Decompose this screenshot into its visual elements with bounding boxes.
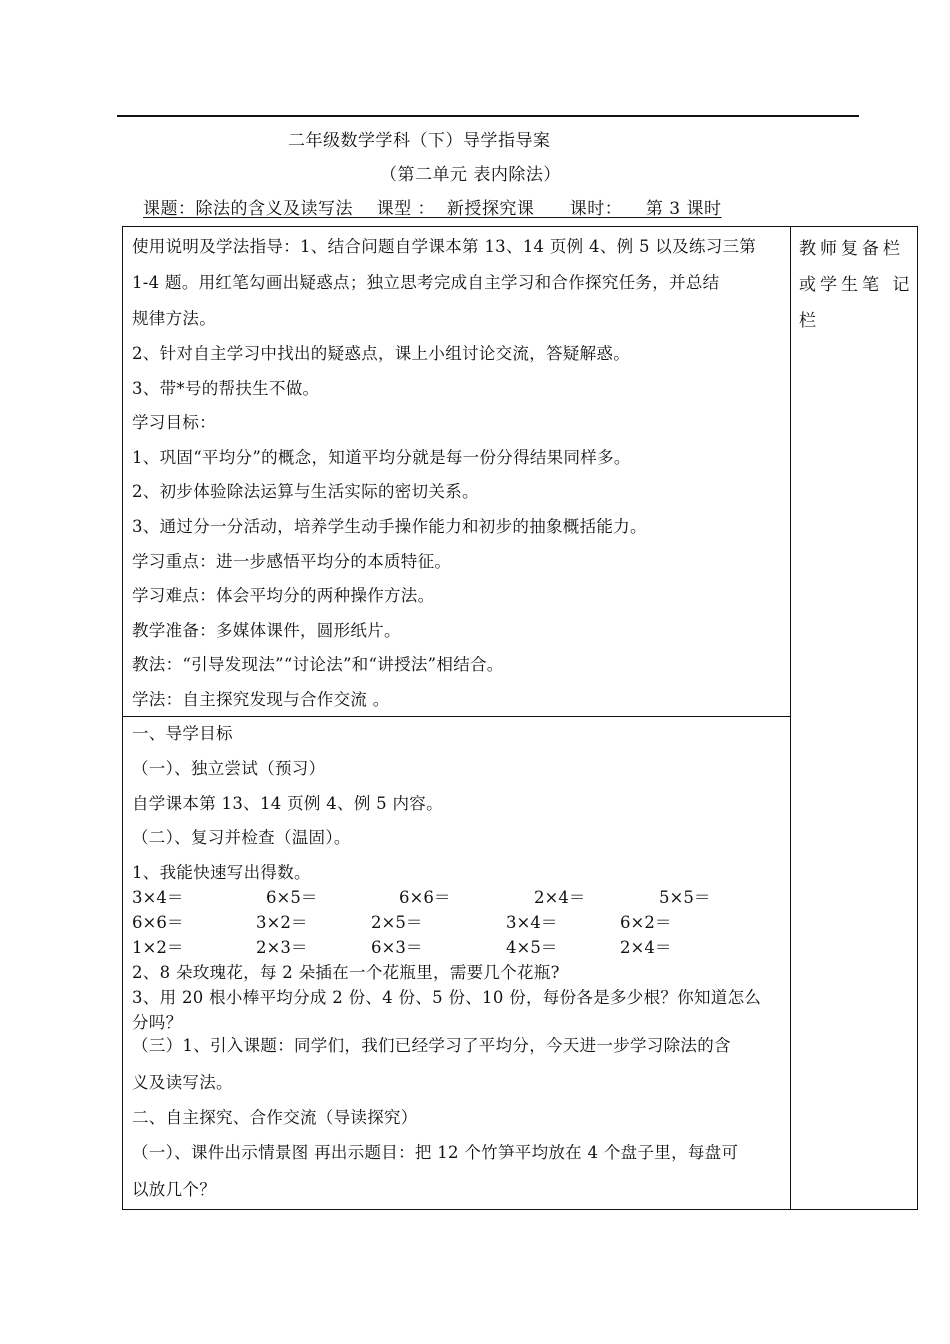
calc-cell: 4×5＝ bbox=[506, 938, 558, 957]
instructions-line-5: 3、带*号的帮扶生不做。 bbox=[132, 379, 320, 398]
section-1-heading: 一、导学目标 bbox=[132, 724, 233, 743]
top-rule bbox=[117, 115, 859, 117]
calc-cell: 6×3＝ bbox=[371, 938, 423, 957]
calc-cell: 6×2＝ bbox=[620, 913, 672, 932]
notes-heading-line-1: 教师复备栏 bbox=[799, 239, 904, 259]
notes-heading-line-3: 栏 bbox=[799, 311, 820, 331]
calc-cell: 3×4＝ bbox=[506, 913, 558, 932]
explore-line-1: （一）、课件出示情景图 再出示题目：把 12 个竹笋平均放在 4 个盘子里，每盘可 bbox=[132, 1143, 739, 1162]
notes-heading-line-2: 或学生笔 记 bbox=[799, 275, 914, 295]
subsection-2: （二）、复习并检查（温固）。 bbox=[132, 828, 351, 847]
question-3-line-2: 分吗？ bbox=[132, 1013, 183, 1032]
instructions-line-2: 1-4 题。用红笔勾画出疑惑点；独立思考完成自主学习和合作探究任务，并总结 bbox=[132, 273, 720, 292]
unit-subtitle: （第二单元 表内除法） bbox=[380, 165, 561, 185]
calc-cell: 6×6＝ bbox=[132, 913, 184, 932]
calc-cell: 2×4＝ bbox=[620, 938, 672, 957]
calc-cell: 6×6＝ bbox=[399, 888, 451, 907]
difficulty: 学习难点：体会平均分的两种操作方法。 bbox=[132, 586, 435, 605]
calc-cell: 1×2＝ bbox=[132, 938, 184, 957]
calc-cell: 5×5＝ bbox=[659, 888, 711, 907]
explore-line-2: 以放几个？ bbox=[132, 1180, 216, 1199]
instructions-line-4: 2、针对自主学习中找出的疑惑点，课上小组讨论交流，答疑解惑。 bbox=[132, 344, 630, 363]
teaching-method: 教法：“引导发现法”“讨论法”和“讲授法”相结合。 bbox=[132, 655, 504, 674]
subsection-3-line-2: 义及读写法。 bbox=[132, 1073, 233, 1092]
calc-cell: 2×5＝ bbox=[371, 913, 423, 932]
lesson-info-line: 课题：除法的含义及读写法 课型 ： 新授探究课 课时： 第 3 课时 bbox=[143, 199, 722, 219]
key-point: 学习重点：进一步感悟平均分的本质特征。 bbox=[132, 552, 452, 571]
calc-cell: 2×4＝ bbox=[534, 888, 586, 907]
page-title: 二年级数学学科（下）导学指导案 bbox=[288, 131, 551, 151]
lesson-table bbox=[122, 226, 918, 1210]
notes-column-heading bbox=[799, 231, 915, 339]
goal-2: 2、初步体验除法运算与生活实际的密切关系。 bbox=[132, 482, 479, 501]
calc-cell: 6×5＝ bbox=[266, 888, 318, 907]
instructions-line-1: 使用说明及学法指导：1、结合问题自学课本第 13、14 页例 4、例 5 以及练习三第 bbox=[132, 237, 757, 256]
goal-3: 3、通过分一分活动，培养学生动手操作能力和初步的抽象概括能力。 bbox=[132, 517, 647, 536]
column-divider bbox=[790, 227, 791, 1209]
question-2: 2、8 朵玫瑰花，每 2 朵插在一个花瓶里，需要几个花瓶? bbox=[132, 963, 560, 982]
question-1: 1、我能快速写出得数。 bbox=[132, 863, 311, 882]
instructions-line-3: 规律方法。 bbox=[132, 309, 216, 328]
goal-1: 1、巩固“平均分”的概念，知道平均分就是每一份分得结果同样多。 bbox=[132, 448, 631, 467]
row-divider bbox=[123, 716, 790, 717]
calc-cell: 2×3＝ bbox=[256, 938, 308, 957]
subsection-3-line-1: （三）1、引入课题：同学们，我们已经学习了平均分，今天进一步学习除法的含 bbox=[132, 1036, 731, 1055]
calc-cell: 3×4＝ bbox=[132, 888, 184, 907]
question-3-line-1: 3、用 20 根小棒平均分成 2 份、4 份、5 份、10 份，每份各是多少根？你知道怎么 bbox=[132, 988, 762, 1007]
goals-heading: 学习目标： bbox=[132, 413, 216, 432]
calc-cell: 3×2＝ bbox=[256, 913, 308, 932]
section-2-heading: 二、自主探究、合作交流（导读探究） bbox=[132, 1108, 418, 1127]
preparation: 教学准备：多媒体课件，圆形纸片。 bbox=[132, 621, 401, 640]
preview-text: 自学课本第 13、14 页例 4、例 5 内容。 bbox=[132, 794, 443, 813]
subsection-1: （一）、独立尝试（预习） bbox=[132, 759, 326, 778]
learning-method: 学法：自主探究发现与合作交流 。 bbox=[132, 690, 390, 709]
